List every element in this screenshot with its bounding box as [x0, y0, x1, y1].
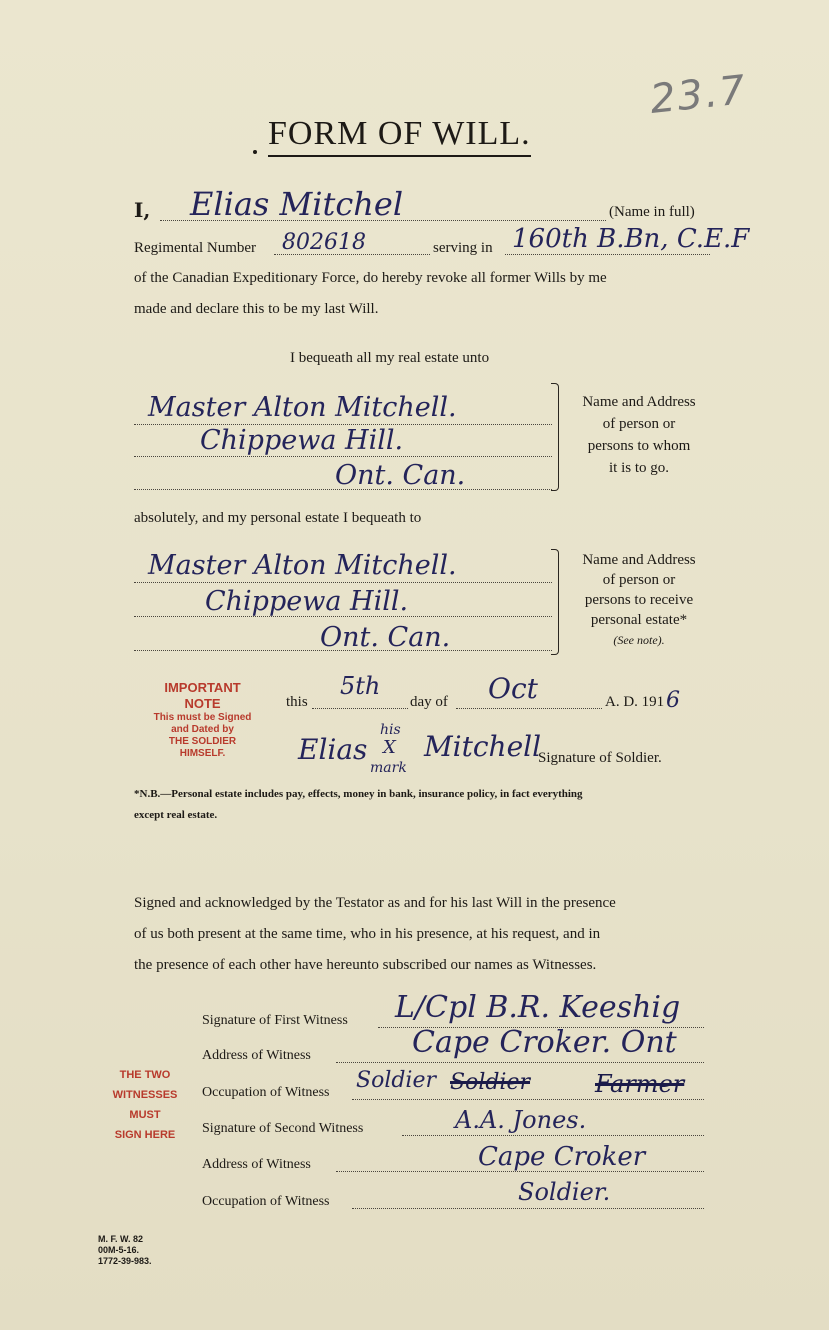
real-side-3: persons to whom	[587, 438, 691, 454]
real-side-note	[565, 391, 713, 479]
second-occ-line	[352, 1208, 704, 1209]
personal-side-1: Name and Address	[582, 552, 696, 568]
reg-label: Regimental Number	[134, 240, 257, 256]
two-witnesses-1: THE TWO	[119, 1069, 171, 1081]
witness-intro-2: of us both present at the same time, who in his presence, at his request, and in	[134, 926, 601, 942]
personal-side-3: persons to receive	[584, 592, 694, 608]
first-addr-line	[336, 1062, 704, 1063]
pencil-number: 23.7	[647, 67, 750, 123]
first-addr-label: Address of Witness	[202, 1048, 311, 1063]
important-body-1: This must be Signed	[153, 712, 252, 723]
real-side-1: Name and Address	[582, 394, 696, 410]
important-body-4: HIMSELF.	[179, 748, 226, 759]
month-value: Oct	[488, 672, 538, 705]
personal-beneficiary-place: Chippewa Hill.	[205, 586, 409, 617]
second-witness-occupation: Soldier.	[518, 1178, 611, 1206]
name-hint: (Name in full)	[609, 204, 695, 220]
important-body-2: and Dated by	[171, 724, 234, 735]
form-code-1: M. F. W. 82	[98, 1234, 144, 1244]
second-sig-label: Signature of Second Witness	[202, 1121, 364, 1136]
real-beneficiary-place: Chippewa Hill.	[200, 425, 404, 456]
personal-beneficiary-province: Ont. Can.	[320, 622, 451, 653]
important-note	[140, 680, 265, 760]
reg-number: 802618	[282, 230, 366, 255]
form-code-3: 1772-39-983.	[98, 1256, 152, 1266]
two-witnesses-note	[100, 1065, 190, 1145]
day-value: 5th	[340, 672, 381, 700]
personal-side-note	[565, 550, 713, 650]
first-occ-line	[352, 1099, 704, 1100]
real-side-4: it is to go.	[608, 460, 669, 476]
date-this: this	[286, 694, 308, 710]
testator-name: Elias Mitchel	[190, 185, 404, 223]
first-occ-struck-1: Soldier	[356, 1068, 437, 1093]
second-occ-label: Occupation of Witness	[202, 1194, 330, 1209]
important-body-3: THE SOLDIER	[168, 736, 237, 747]
soldier-sig-x: X	[383, 737, 396, 758]
personal-side-4: personal estate*	[590, 612, 688, 628]
second-witness-signature: A.A. Jones.	[455, 1106, 587, 1134]
unit-line	[505, 254, 710, 255]
real-brace	[551, 383, 559, 491]
second-sig-line	[402, 1135, 704, 1136]
first-occ-final: Farmer	[595, 1070, 685, 1098]
personal-estate-heading: absolutely, and my personal estate I bequeath to	[134, 510, 422, 526]
personal-side-2: of person or	[602, 572, 676, 588]
title-dot	[253, 150, 257, 154]
first-sig-label: Signature of First Witness	[202, 1013, 348, 1028]
two-witnesses-4: SIGN HERE	[114, 1129, 176, 1141]
body-line-1: of the Canadian Expeditionary Force, do hereby revoke all former Wills by me	[134, 270, 607, 286]
form-code-2: 00M-5-16.	[98, 1245, 140, 1255]
soldier-sig-label: Signature of Soldier.	[538, 750, 662, 766]
real-beneficiary-name: Master Alton Mitchell.	[148, 392, 457, 423]
personal-line-1	[134, 582, 552, 583]
serving-label: serving in	[433, 240, 493, 256]
real-beneficiary-province: Ont. Can.	[335, 460, 466, 491]
soldier-sig-mark: mark	[370, 760, 407, 776]
second-witness-address: Cape Croker	[478, 1142, 646, 1172]
important-title-2: NOTE	[184, 696, 221, 711]
date-day-of: day of	[410, 694, 448, 710]
form-title: FORM OF WILL.	[268, 115, 531, 157]
important-title-1: IMPORTANT	[164, 680, 241, 695]
second-addr-label: Address of Witness	[202, 1157, 311, 1172]
nb-note-line-2: except real estate.	[134, 809, 218, 821]
first-occ-label: Occupation of Witness	[202, 1085, 330, 1100]
day-line	[312, 708, 408, 709]
pronoun-i: I,	[134, 198, 151, 222]
real-estate-heading: I bequeath all my real estate unto	[290, 350, 490, 366]
year-digit: 6	[666, 688, 680, 713]
real-line-2	[134, 456, 552, 457]
nb-note-line-1: *N.B.—Personal estate includes pay, effects, money in bank, insurance policy, in fact everything	[134, 788, 583, 800]
unit: 160th B.Bn, C.E.F	[512, 224, 750, 254]
personal-beneficiary-name: Master Alton Mitchell.	[148, 550, 457, 581]
soldier-sig-his: his	[380, 722, 401, 738]
soldier-sig-last: Mitchell	[424, 730, 542, 763]
first-occ-struck-2: Soldier	[450, 1070, 531, 1095]
form-code	[98, 1234, 152, 1267]
witness-intro-3: the presence of each other have hereunto subscribed our names as Witnesses.	[134, 957, 597, 973]
soldier-sig-first: Elias	[298, 733, 368, 766]
first-witness-signature: L/Cpl B.R. Keeshig	[395, 990, 681, 1025]
month-line	[456, 708, 602, 709]
first-witness-address: Cape Croker. Ont	[412, 1025, 677, 1060]
personal-brace	[551, 549, 559, 655]
personal-side-see-note: (See note).	[613, 633, 665, 647]
body-line-2: made and declare this to be my last Will.	[134, 301, 379, 317]
two-witnesses-3: MUST	[129, 1109, 161, 1121]
two-witnesses-2: WITNESSES	[112, 1089, 178, 1101]
date-ad: A. D. 191	[605, 694, 665, 710]
witness-intro-1: Signed and acknowledged by the Testator as and for his last Will in the presence	[134, 895, 616, 911]
real-side-2: of person or	[602, 416, 676, 432]
